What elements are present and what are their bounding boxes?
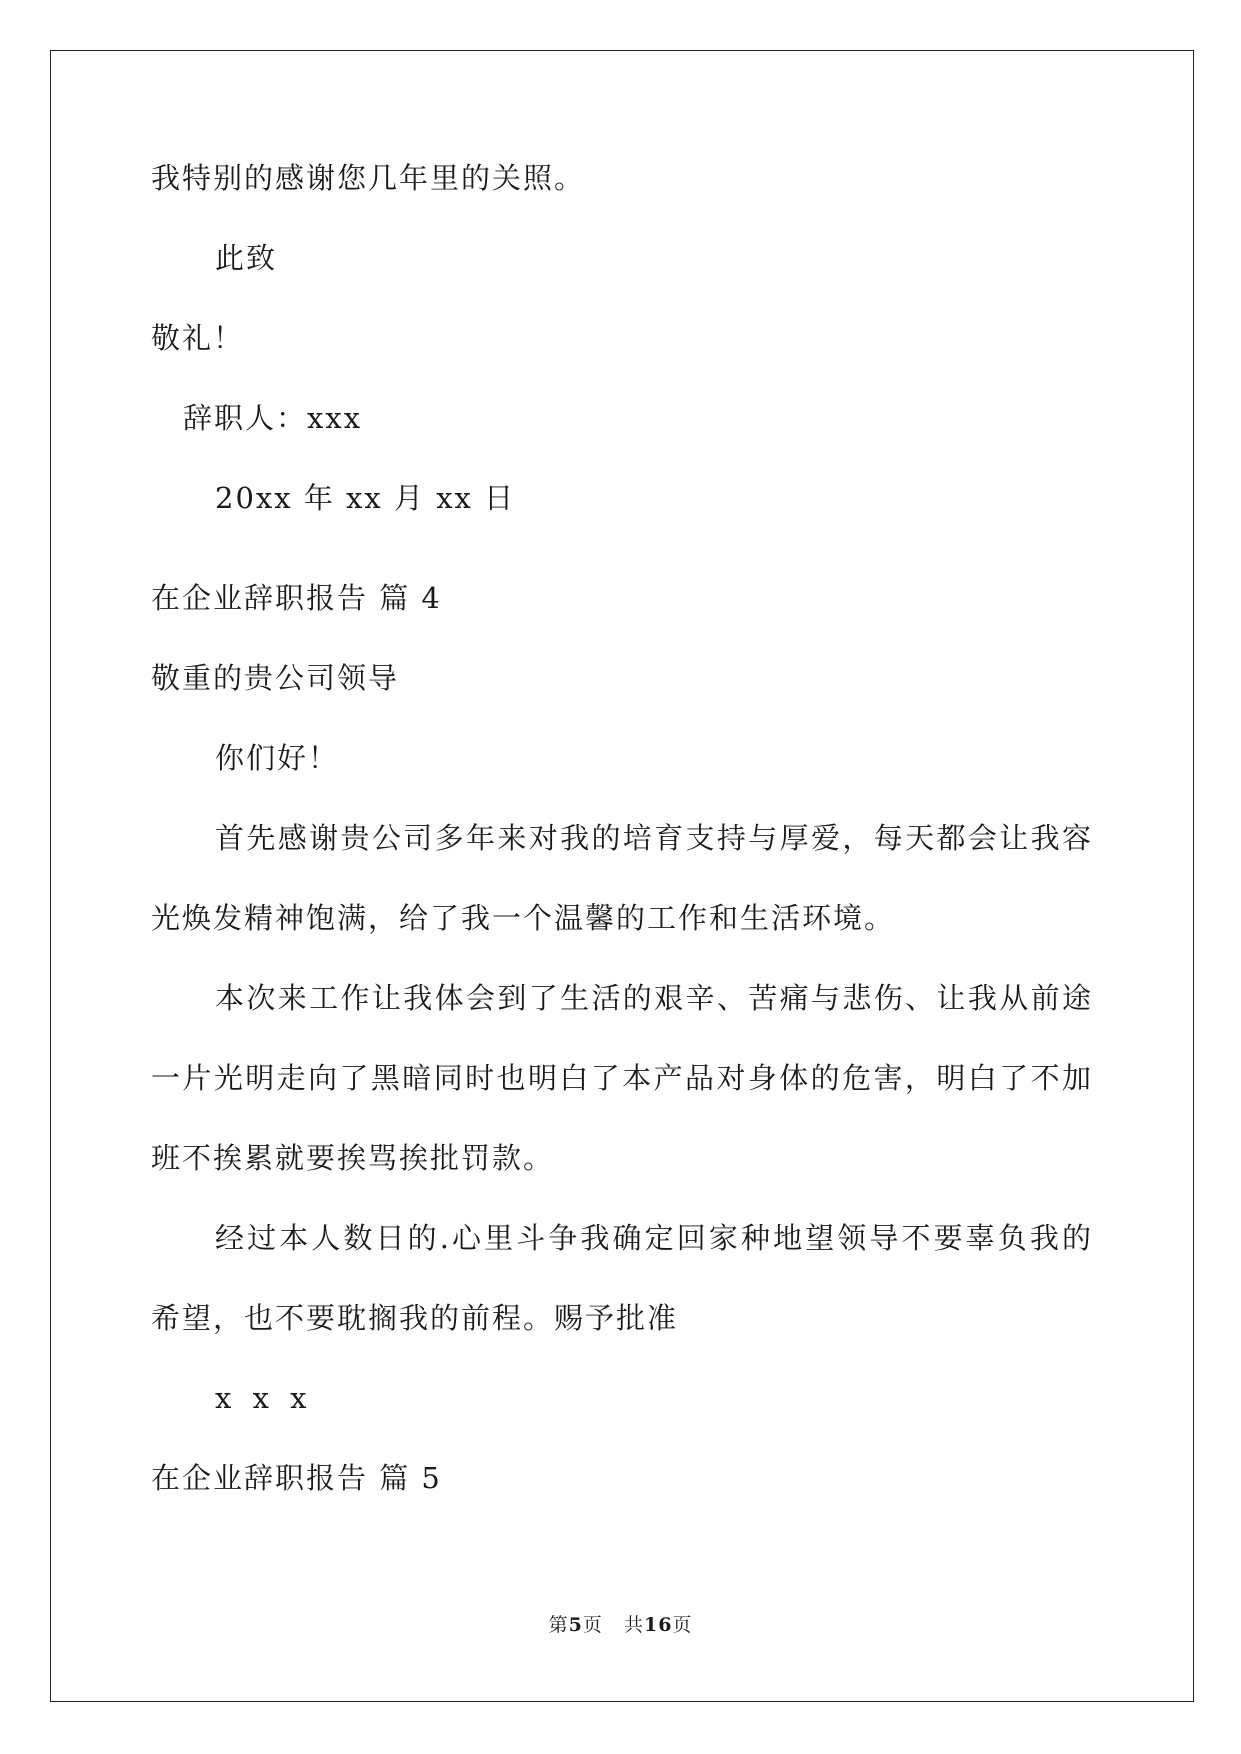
- total-suffix: 页: [672, 1614, 693, 1636]
- paragraph-3-line-1: 经过本人数日的.心里斗争我确定回家种地望领导不要辜负我的: [215, 1221, 1091, 1255]
- total-prefix: 共: [623, 1614, 644, 1636]
- salutation-cizhi: 此致: [215, 241, 278, 275]
- page-footer: [0, 1612, 1241, 1638]
- paragraph-1-line-2: 光焕发精神饱满，给了我一个温馨的工作和生活环境。: [151, 901, 896, 935]
- page-number: 5: [568, 1614, 583, 1636]
- page-prefix: 第: [548, 1614, 569, 1636]
- greeting-leaders: 敬重的贵公司领导: [151, 661, 400, 695]
- paragraph-2-line-1: 本次来工作让我体会到了生活的艰辛、苦痛与悲伤、让我从前途: [215, 981, 1091, 1015]
- signature-date: 20xx 年 xx 月 xx 日: [215, 481, 516, 515]
- page-suffix: 页: [582, 1614, 603, 1636]
- page-border: [50, 50, 1194, 1702]
- body-line-thanks: 我特别的感谢您几年里的关照。: [151, 161, 586, 195]
- signature-resigner: 辞职人：xxx: [183, 401, 363, 435]
- section-heading-5: 在企业辞职报告 篇 5: [151, 1461, 442, 1495]
- paragraph-2-line-3: 班不挨累就要挨骂挨批罚款。: [151, 1141, 555, 1175]
- salutation-jingli: 敬礼！: [151, 321, 245, 355]
- signature-xxx: x x x: [215, 1381, 313, 1415]
- paragraph-1-line-1: 首先感谢贵公司多年来对我的培育支持与厚爱，每天都会让我容: [215, 821, 1091, 855]
- total-pages: 16: [643, 1614, 673, 1636]
- paragraph-2-line-2: 一片光明走向了黑暗同时也明白了本产品对身体的危害，明白了不加: [151, 1061, 1091, 1095]
- paragraph-3-line-2: 希望，也不要耽搁我的前程。赐予批准: [151, 1301, 679, 1335]
- greeting-hello: 你们好！: [215, 741, 340, 775]
- section-heading-4: 在企业辞职报告 篇 4: [151, 581, 442, 615]
